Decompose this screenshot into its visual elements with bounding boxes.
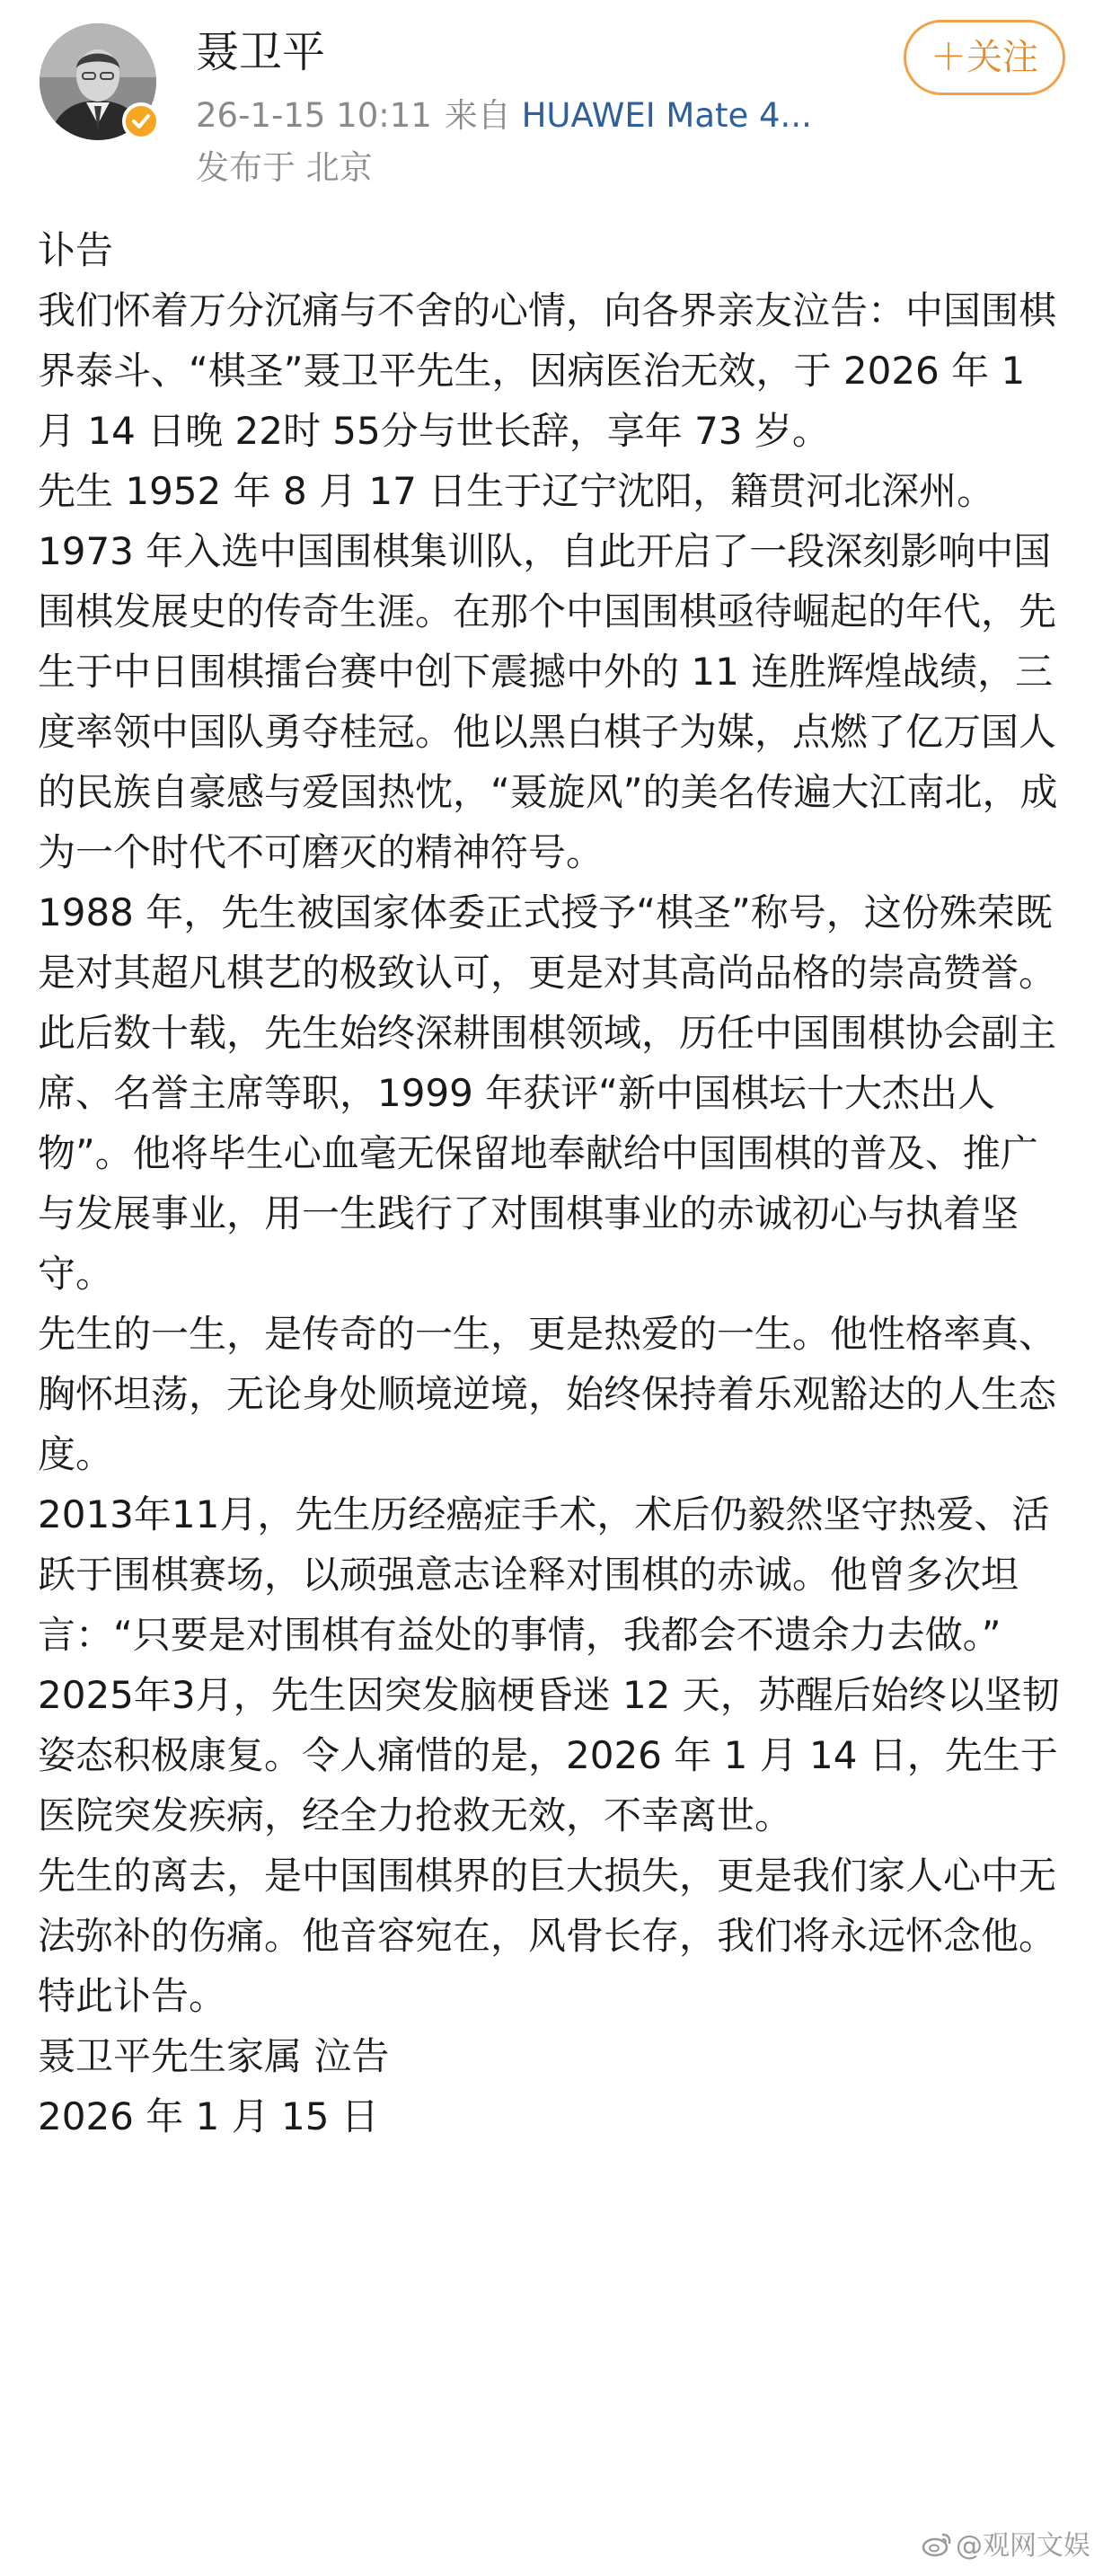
post-paragraph: 2013年11月，先生历经癌症手术，术后仍毅然坚守热爱、活跃于围棋赛场，以顽强意志诠释对围棋的赤诚。他曾多次坦言：“只要是对围棋有益处的事情，我都会不遗余力去做。”: [38, 1492, 1050, 1657]
watermark-text: @观网文娱: [956, 2530, 1090, 2562]
post-paragraph: 2025年3月，先生因突发脑梗昏迷 12 天，苏醒后始终以坚韧姿态积极康复。令人痛惜的是，2026 年 1 月 14 日，先生于医院突发疾病，经全力抢救无效，不幸离世。: [38, 1673, 1060, 1837]
post-meta: [196, 93, 812, 138]
post-location: 发布于 北京: [196, 148, 373, 187]
post-paragraph: 先生 1952 年 8 月 17 日生于辽宁沈阳，籍贯河北深州。1973 年入选中国围棋集训队，自此开启了一段深刻影响中国围棋发展史的传奇生涯。在那个中国围棋亟待崛起的年代，先生于中日围棋擂台赛中创下震撼中外的 11 连胜辉煌战绩，三度率领中国队勇夺桂冠。他以黑白棋子为媒，点燃了亿万国人的民族自豪感与爱国热忱，“聂旋风”的美名传遍大江南北，成为一个时代不可磨灭的精神符号。: [38, 469, 1058, 874]
follow-button[interactable]: ＋关注: [904, 20, 1065, 95]
post-paragraph: 此后数十载，先生始终深耕围棋领域，历任中国围棋协会副主席、名誉主席等职，1999 年获评“新中国棋坛十大杰出人物”。他将毕生心血毫无保留地奉献给中国围棋的普及、推广与发展事业，用一生践行了对围棋事业的赤诚初心与执着坚守。: [38, 1011, 1057, 1296]
post-timestamp: 26-1-15 10:11: [196, 96, 432, 135]
source-prefix: 来自: [444, 96, 511, 135]
post-heading: 讣告: [38, 228, 114, 272]
post-paragraph: 先生的一生，是传奇的一生，更是热爱的一生。他性格率真、胸怀坦荡，无论身处顺境逆境，始终保持着乐观豁达的人生态度。: [38, 1312, 1057, 1476]
post-paragraph: 1988 年，先生被国家体委正式授予“棋圣”称号，这份殊荣既是对其超凡棋艺的极致认可，更是对其高尚品格的崇高赞誉。: [38, 890, 1057, 995]
post-body: [38, 220, 1071, 2147]
weibo-logo-icon: [922, 2531, 952, 2568]
watermark: [922, 2528, 1090, 2568]
post-paragraph: 先生的离去，是中国围棋界的巨大损失，更是我们家人心中无法弥补的伤痛。他音容宛在，风骨长存，我们将永远怀念他。: [38, 1854, 1057, 1958]
user-name[interactable]: 聂卫平: [196, 27, 326, 77]
post-closing: 特此讣告。: [38, 1974, 227, 2018]
post-header: [0, 0, 1103, 207]
post-date: 2026 年 1 月 15 日: [38, 2094, 379, 2138]
post-signature: 聂卫平先生家属 泣告: [38, 2034, 390, 2078]
verified-badge-icon: [122, 102, 160, 140]
device-link[interactable]: HUAWEI Mate 4...: [521, 96, 812, 135]
post-paragraph: 我们怀着万分沉痛与不舍的心情，向各界亲友泣告：中国围棋界泰斗、“棋圣”聂卫平先生，因病医治无效，于 2026 年 1 月 14 日晚 22时 55分与世长辞，享年 73 岁。: [38, 288, 1057, 453]
